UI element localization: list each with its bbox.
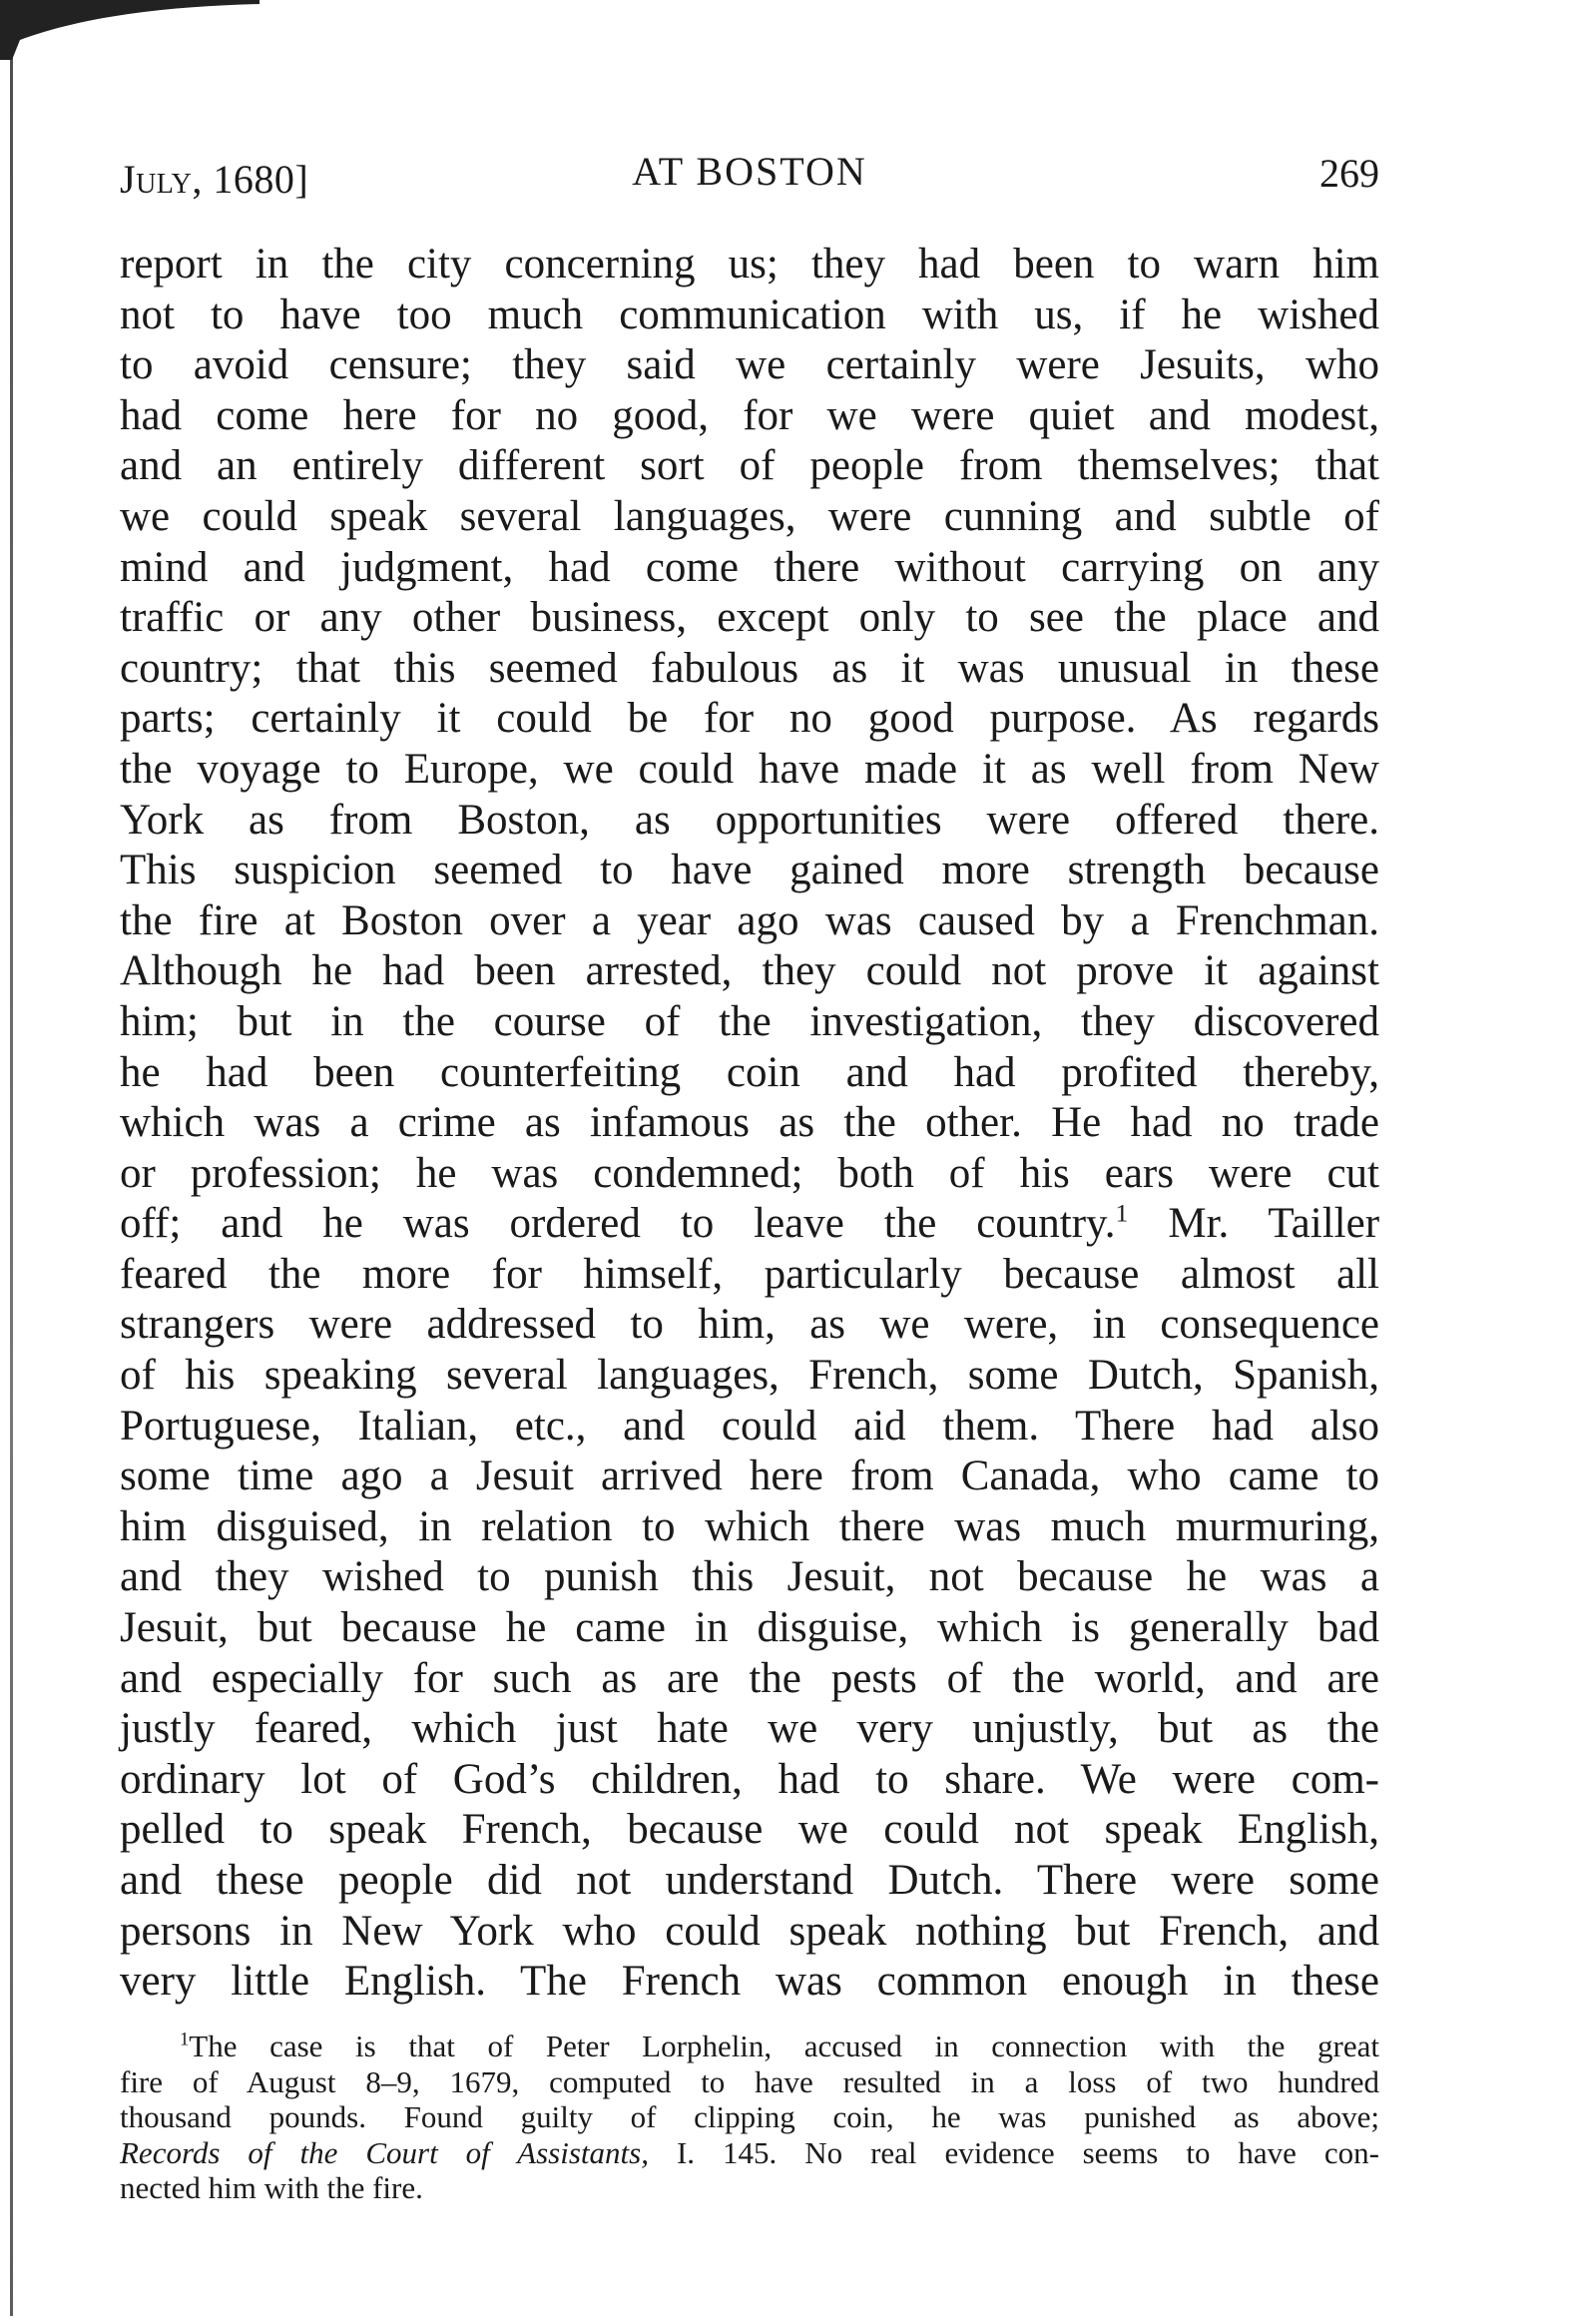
footnote-line-text: The case is that of Peter Lorphelin, accused in connection with the great xyxy=(189,2029,1379,2063)
footnote-line: thousand pounds. Found guilty of clipping coin, he was punished as above; xyxy=(120,2099,1379,2134)
body-line-tail: Mr. Tailler xyxy=(1128,1200,1380,1248)
body-line: parts; certainly it could be for no good purpose. As regards xyxy=(120,695,1379,743)
footnote-reference: 1 xyxy=(1115,1198,1129,1228)
footnote-line-text: I. 145. No real evidence seems to have con- xyxy=(648,2134,1379,2170)
body-line: Although he had been arrested, they could not prove it against xyxy=(120,947,1379,995)
body-line: persons in New York who could speak nothing but French, and xyxy=(120,1907,1379,1955)
running-header-year: , 1680] xyxy=(192,157,309,202)
page-number: 269 xyxy=(1319,151,1379,196)
body-text xyxy=(120,240,1379,2008)
body-line: him disguised, in relation to which there was much murmuring, xyxy=(120,1502,1379,1550)
footnote xyxy=(120,2029,1379,2206)
body-line: the voyage to Europe, we could have made it as well from New xyxy=(120,745,1379,793)
body-line: Jesuit, but because he came in disguise, which is generally bad xyxy=(120,1604,1379,1652)
body-line: mind and judgment, had come there without carrying on any xyxy=(120,543,1379,591)
body-line: we could speak several languages, were cunning and subtle of xyxy=(120,492,1379,540)
running-header-month: July xyxy=(120,157,193,202)
body-line: ordinary lot of God’s children, had to share. We were com- xyxy=(120,1755,1379,1803)
body-line: justly feared, which just hate we very unjustly, but as the xyxy=(120,1705,1379,1753)
body-line: report in the city concerning us; they had been to warn him xyxy=(120,241,1379,288)
body-line: some time ago a Jesuit arrived here from Canada, who came to xyxy=(120,1452,1379,1500)
body-line: country; that this seemed fabulous as it was unusual in these xyxy=(120,644,1379,692)
body-line: the fire at Boston over a year ago was caused by a Frenchman. xyxy=(120,896,1379,944)
body-line: or profession; he was condemned; both of his ears were cut xyxy=(120,1149,1379,1197)
body-line: and they wished to punish this Jesuit, not because he was a xyxy=(120,1553,1379,1601)
scan-corner-mark xyxy=(0,0,260,60)
footnote-line xyxy=(120,2029,1379,2064)
body-line: Portuguese, Italian, etc., and could aid them. There had also xyxy=(120,1402,1379,1450)
body-line: and these people did not understand Dutch. There were some xyxy=(120,1857,1379,1904)
body-line: York as from Boston, as opportunities were offered there. xyxy=(120,796,1379,844)
body-line: to avoid censure; they said we certainly were Jesuits, who xyxy=(120,341,1379,389)
body-line: very little English. The French was common enough in these xyxy=(120,1958,1379,2006)
footnote-mark: 1 xyxy=(180,2029,190,2050)
footnote-line: fire of August 8–9, 1679, computed to have resulted in a loss of two hundred xyxy=(120,2063,1379,2099)
footnote-line xyxy=(120,2135,1379,2171)
running-header-title: AT BOSTON xyxy=(632,149,867,194)
body-line: had come here for no good, for we were quiet and modest, xyxy=(120,391,1379,439)
body-line: pelled to speak French, because we could not speak English, xyxy=(120,1806,1379,1854)
body-line-text: off; and he was ordered to leave the country. xyxy=(120,1200,1116,1248)
body-line: him; but in the course of the investigation, they discovered xyxy=(120,997,1379,1045)
body-line: traffic or any other business, except only to see the place and xyxy=(120,594,1379,642)
body-line: which was a crime as infamous as the other. He had no trade xyxy=(120,1099,1379,1147)
body-line-with-note xyxy=(120,1199,1379,1250)
body-line: feared the more for himself, particularly because almost all xyxy=(120,1250,1379,1298)
running-header xyxy=(120,148,1379,202)
body-line: This suspicion seemed to have gained more strength because xyxy=(120,847,1379,894)
page-gutter-shadow xyxy=(10,30,13,2316)
footnote-citation-title: Records of the Court of Assistants, xyxy=(120,2134,649,2170)
body-line: of his speaking several languages, French, some Dutch, Spanish, xyxy=(120,1352,1379,1400)
body-line: not to have too much communication with us, if he wished xyxy=(120,290,1379,338)
body-line: and an entirely different sort of people from themselves; that xyxy=(120,442,1379,490)
footnote-line: nected him with the fire. xyxy=(120,2170,423,2205)
body-line: and especially for such as are the pests of the world, and are xyxy=(120,1654,1379,1702)
body-line: he had been counterfeiting coin and had profited thereby, xyxy=(120,1048,1379,1096)
body-line: strangers were addressed to him, as we were, in consequence xyxy=(120,1301,1379,1349)
